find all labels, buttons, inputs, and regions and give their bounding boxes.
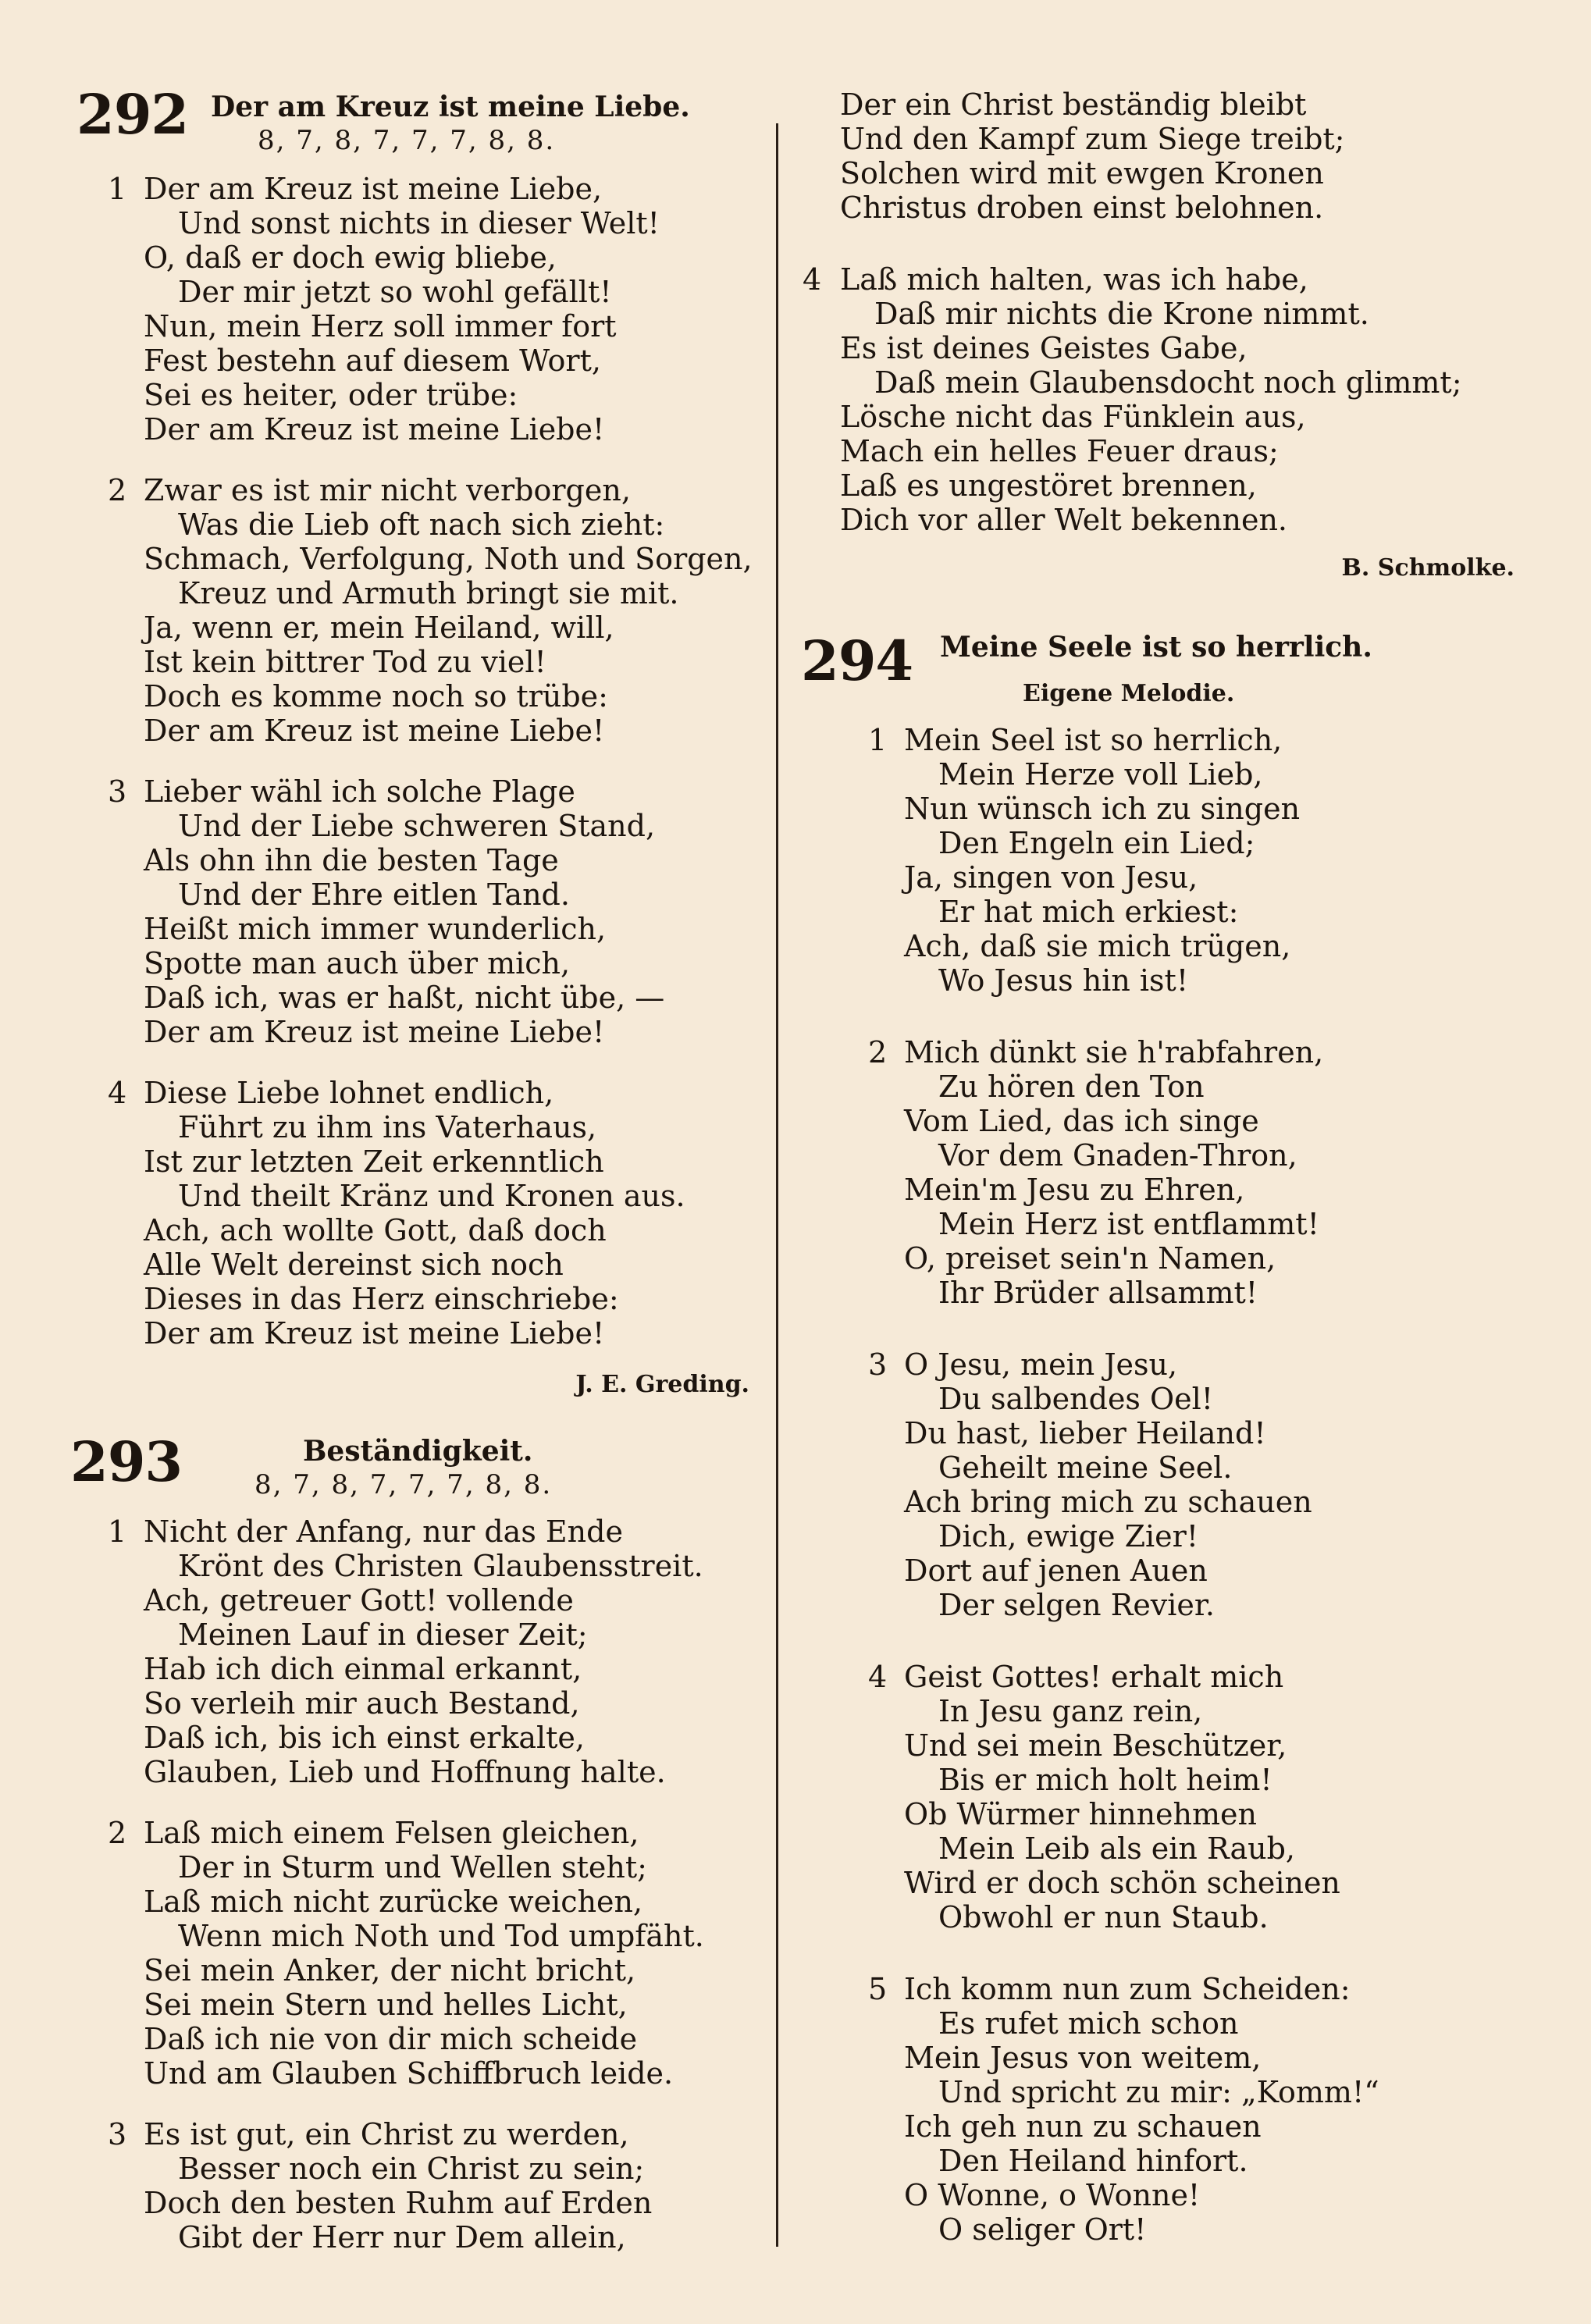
verse-line: Nicht der Anfang, nur das Ende xyxy=(144,1514,623,1549)
verse-line: Und der Ehre eitlen Tand. xyxy=(178,877,570,912)
verse-line: Und sonst nichts in dieser Welt! xyxy=(178,206,660,240)
verse-line: Ist zur letzten Zeit erkenntlich xyxy=(144,1144,604,1179)
verse-number: 1 xyxy=(108,172,127,206)
verse-line: Solchen wird mit ewgen Kronen xyxy=(840,156,1324,190)
verse-line: In Jesu ganz rein, xyxy=(938,1694,1203,1728)
verse-line: Ja, wenn er, mein Heiland, will, xyxy=(144,610,614,645)
verse-number: 4 xyxy=(108,1076,127,1110)
verse-line: Ach, ach wollte Gott, daß doch xyxy=(144,1213,607,1247)
verse-line: O Jesu, mein Jesu, xyxy=(904,1347,1178,1382)
verse-line: Geist Gottes! erhalt mich xyxy=(904,1660,1284,1694)
verse-line: Daß ich nie von dir mich scheide xyxy=(144,2022,638,2056)
verse-line: Gibt der Herr nur Dem allein, xyxy=(178,2220,626,2255)
hymn-number: 294 xyxy=(801,628,913,693)
column-divider xyxy=(776,123,778,2247)
verse-number: 3 xyxy=(108,2117,127,2151)
verse-line: Und den Kampf zum Siege treibt; xyxy=(840,122,1345,156)
verse-line: Als ohn ihn die besten Tage xyxy=(144,843,559,877)
verse-line: Alle Welt dereinst sich noch xyxy=(144,1247,564,1282)
verse-line: Doch den besten Ruhm auf Erden xyxy=(144,2186,653,2220)
verse-number: 5 xyxy=(868,1972,888,2006)
verse-line: Meinen Lauf in dieser Zeit; xyxy=(178,1618,588,1652)
verse-line: Ja, singen von Jesu, xyxy=(904,860,1198,895)
verse-line: Hab ich dich einmal erkannt, xyxy=(144,1652,582,1686)
verse-line: Zu hören den Ton xyxy=(938,1069,1205,1104)
verse-line: Und am Glauben Schiffbruch leide. xyxy=(144,2056,674,2091)
verse-line: Diese Liebe lohnet endlich, xyxy=(144,1076,554,1110)
verse-line: Der am Kreuz ist meine Liebe! xyxy=(144,1316,605,1351)
verse-line: Den Heiland hinfort. xyxy=(938,2144,1248,2178)
verse-line: Zwar es ist mir nicht verborgen, xyxy=(144,473,631,507)
hymn-meter: 8, 7, 8, 7, 7, 7, 8, 8. xyxy=(258,125,556,156)
hymn-meter: 8, 7, 8, 7, 7, 7, 8, 8. xyxy=(254,1469,553,1500)
verse-line: Mein'm Jesu zu Ehren, xyxy=(904,1173,1245,1207)
hymn-title: Meine Seele ist so herrlich. xyxy=(940,631,1372,664)
verse-line: Daß ich, bis ich einst erkalte, xyxy=(144,1721,585,1755)
verse-line: O, daß er doch ewig bliebe, xyxy=(144,240,557,275)
hymn-number: 293 xyxy=(70,1429,183,1494)
verse-line: Der selgen Revier. xyxy=(938,1588,1215,1622)
verse-line: Laß mich nicht zurücke weichen, xyxy=(144,1884,643,1919)
verse-line: Es ist gut, ein Christ zu werden, xyxy=(144,2117,629,2151)
verse-line: Der am Kreuz ist meine Liebe, xyxy=(144,172,603,206)
verse-line: Mein Jesus von weitem, xyxy=(904,2041,1262,2075)
verse-line: O, preiset sein'n Namen, xyxy=(904,1241,1276,1276)
verse-line: Der mir jetzt so wohl gefällt! xyxy=(178,275,612,309)
verse-line: Mein Seel ist so herrlich, xyxy=(904,723,1283,757)
verse-line: Sei es heiter, oder trübe: xyxy=(144,378,518,412)
verse-number: 2 xyxy=(108,1816,127,1850)
verse-line: Und sei mein Beschützer, xyxy=(904,1728,1287,1763)
verse-line: Mich dünkt sie h'rabfahren, xyxy=(904,1035,1324,1069)
verse-line: Vom Lied, das ich singe xyxy=(904,1104,1259,1138)
verse-line: Ach, getreuer Gott! vollende xyxy=(144,1583,574,1618)
verse-line: Spotte man auch über mich, xyxy=(144,946,571,980)
verse-line: Führt zu ihm ins Vaterhaus, xyxy=(178,1110,597,1144)
verse-line: O seliger Ort! xyxy=(938,2212,1147,2247)
hymn-title: Der am Kreuz ist meine Liebe. xyxy=(211,91,690,123)
verse-line: Vor dem Gnaden-Thron, xyxy=(938,1138,1297,1173)
verse-number: 1 xyxy=(868,723,888,757)
verse-line: O Wonne, o Wonne! xyxy=(904,2178,1201,2212)
verse-line: Besser noch ein Christ zu sein; xyxy=(178,2151,645,2186)
verse-line: Du hast, lieber Heiland! xyxy=(904,1416,1266,1450)
verse-line: Ach bring mich zu schauen xyxy=(904,1485,1312,1519)
verse-line: Doch es komme noch so trübe: xyxy=(144,679,608,714)
verse-line: Glauben, Lieb und Hoffnung halte. xyxy=(144,1755,666,1789)
verse-line: Nun, mein Herz soll immer fort xyxy=(144,309,617,343)
verse-line: Ist kein bittrer Tod zu viel! xyxy=(144,645,546,679)
verse-line: Lösche nicht das Fünklein aus, xyxy=(840,400,1306,434)
verse-line: Es ist deines Geistes Gabe, xyxy=(840,331,1248,365)
verse-line: Wird er doch schön scheinen xyxy=(904,1866,1340,1900)
verse-line: Du salbendes Oel! xyxy=(938,1382,1214,1416)
verse-line: Der am Kreuz ist meine Liebe! xyxy=(144,1015,605,1049)
verse-line: Dich vor aller Welt bekennen. xyxy=(840,503,1288,537)
verse-line: Christus droben einst belohnen. xyxy=(840,190,1324,225)
verse-line: Sei mein Stern und helles Licht, xyxy=(144,1988,628,2022)
verse-line: Ich komm nun zum Scheiden: xyxy=(904,1972,1351,2006)
verse-line: Den Engeln ein Lied; xyxy=(938,826,1255,860)
verse-line: Er hat mich erkiest: xyxy=(938,895,1239,929)
verse-line: Bis er mich holt heim! xyxy=(938,1763,1272,1797)
hymn-title: Beständigkeit. xyxy=(303,1435,533,1468)
verse-line: Laß mich halten, was ich habe, xyxy=(840,262,1308,297)
verse-line: Mein Herze voll Lieb, xyxy=(938,757,1263,792)
verse-line: Fest bestehn auf diesem Wort, xyxy=(144,343,601,378)
verse-number: 2 xyxy=(868,1035,888,1069)
verse-line: Geheilt meine Seel. xyxy=(938,1450,1233,1485)
verse-line: So verleih mir auch Bestand, xyxy=(144,1686,580,1721)
verse-line: Mein Leib als ein Raub, xyxy=(938,1831,1295,1866)
verse-line: Was die Lieb oft nach sich zieht: xyxy=(178,507,665,542)
verse-line: Dort auf jenen Auen xyxy=(904,1553,1208,1588)
verse-line: Sei mein Anker, der nicht bricht, xyxy=(144,1953,636,1988)
verse-line: Laß es ungestöret brennen, xyxy=(840,468,1257,503)
verse-line: Ach, daß sie mich trügen, xyxy=(904,929,1291,963)
hymn-number: 292 xyxy=(77,82,189,147)
verse-line: Mach ein helles Feuer draus; xyxy=(840,434,1279,468)
hymn-author: B. Schmolke. xyxy=(1341,554,1514,582)
verse-number: 2 xyxy=(108,473,127,507)
verse-line: Nun wünsch ich zu singen xyxy=(904,792,1301,826)
verse-line: Der am Kreuz ist meine Liebe! xyxy=(144,714,605,748)
verse-line: Lieber wähl ich solche Plage xyxy=(144,774,575,809)
verse-line: Daß mein Glaubensdocht noch glimmt; xyxy=(874,365,1462,400)
verse-number: 3 xyxy=(108,774,127,809)
verse-line: Ihr Brüder allsammt! xyxy=(938,1276,1258,1310)
verse-line: Der ein Christ beständig bleibt xyxy=(840,87,1307,122)
verse-line: Laß mich einem Felsen gleichen, xyxy=(144,1816,639,1850)
verse-line: Der am Kreuz ist meine Liebe! xyxy=(144,412,605,447)
verse-line: Heißt mich immer wunderlich, xyxy=(144,912,607,946)
verse-line: Mein Herz ist entflammt! xyxy=(938,1207,1319,1241)
hymn-author: J. E. Greding. xyxy=(575,1371,749,1398)
verse-line: Krönt des Christen Glaubensstreit. xyxy=(178,1549,703,1583)
verse-line: Wenn mich Noth und Tod umpfäht. xyxy=(178,1919,704,1953)
verse-line: Und spricht zu mir: „Komm!“ xyxy=(938,2075,1379,2109)
verse-line: Daß mir nichts die Krone nimmt. xyxy=(874,297,1369,331)
verse-line: Ob Würmer hinnehmen xyxy=(904,1797,1258,1831)
verse-line: Es rufet mich schon xyxy=(938,2006,1239,2041)
verse-number: 4 xyxy=(803,262,822,297)
verse-number: 3 xyxy=(868,1347,888,1382)
verse-line: Wo Jesus hin ist! xyxy=(938,963,1189,998)
verse-line: Schmach, Verfolgung, Noth und Sorgen, xyxy=(144,542,753,576)
verse-line: Und theilt Kränz und Kronen aus. xyxy=(178,1179,685,1213)
verse-number: 1 xyxy=(108,1514,127,1549)
verse-line: Ich geh nun zu schauen xyxy=(904,2109,1262,2144)
verse-line: Obwohl er nun Staub. xyxy=(938,1900,1269,1934)
verse-line: Und der Liebe schweren Stand, xyxy=(178,809,656,843)
verse-line: Der in Sturm und Wellen steht; xyxy=(178,1850,647,1884)
verse-line: Dieses in das Herz einschriebe: xyxy=(144,1282,619,1316)
verse-line: Kreuz und Armuth bringt sie mit. xyxy=(178,576,679,610)
hymn-meter: Eigene Melodie. xyxy=(1023,680,1235,707)
verse-number: 4 xyxy=(868,1660,888,1694)
verse-line: Daß ich, was er haßt, nicht übe, — xyxy=(144,980,665,1015)
verse-line: Dich, ewige Zier! xyxy=(938,1519,1199,1553)
